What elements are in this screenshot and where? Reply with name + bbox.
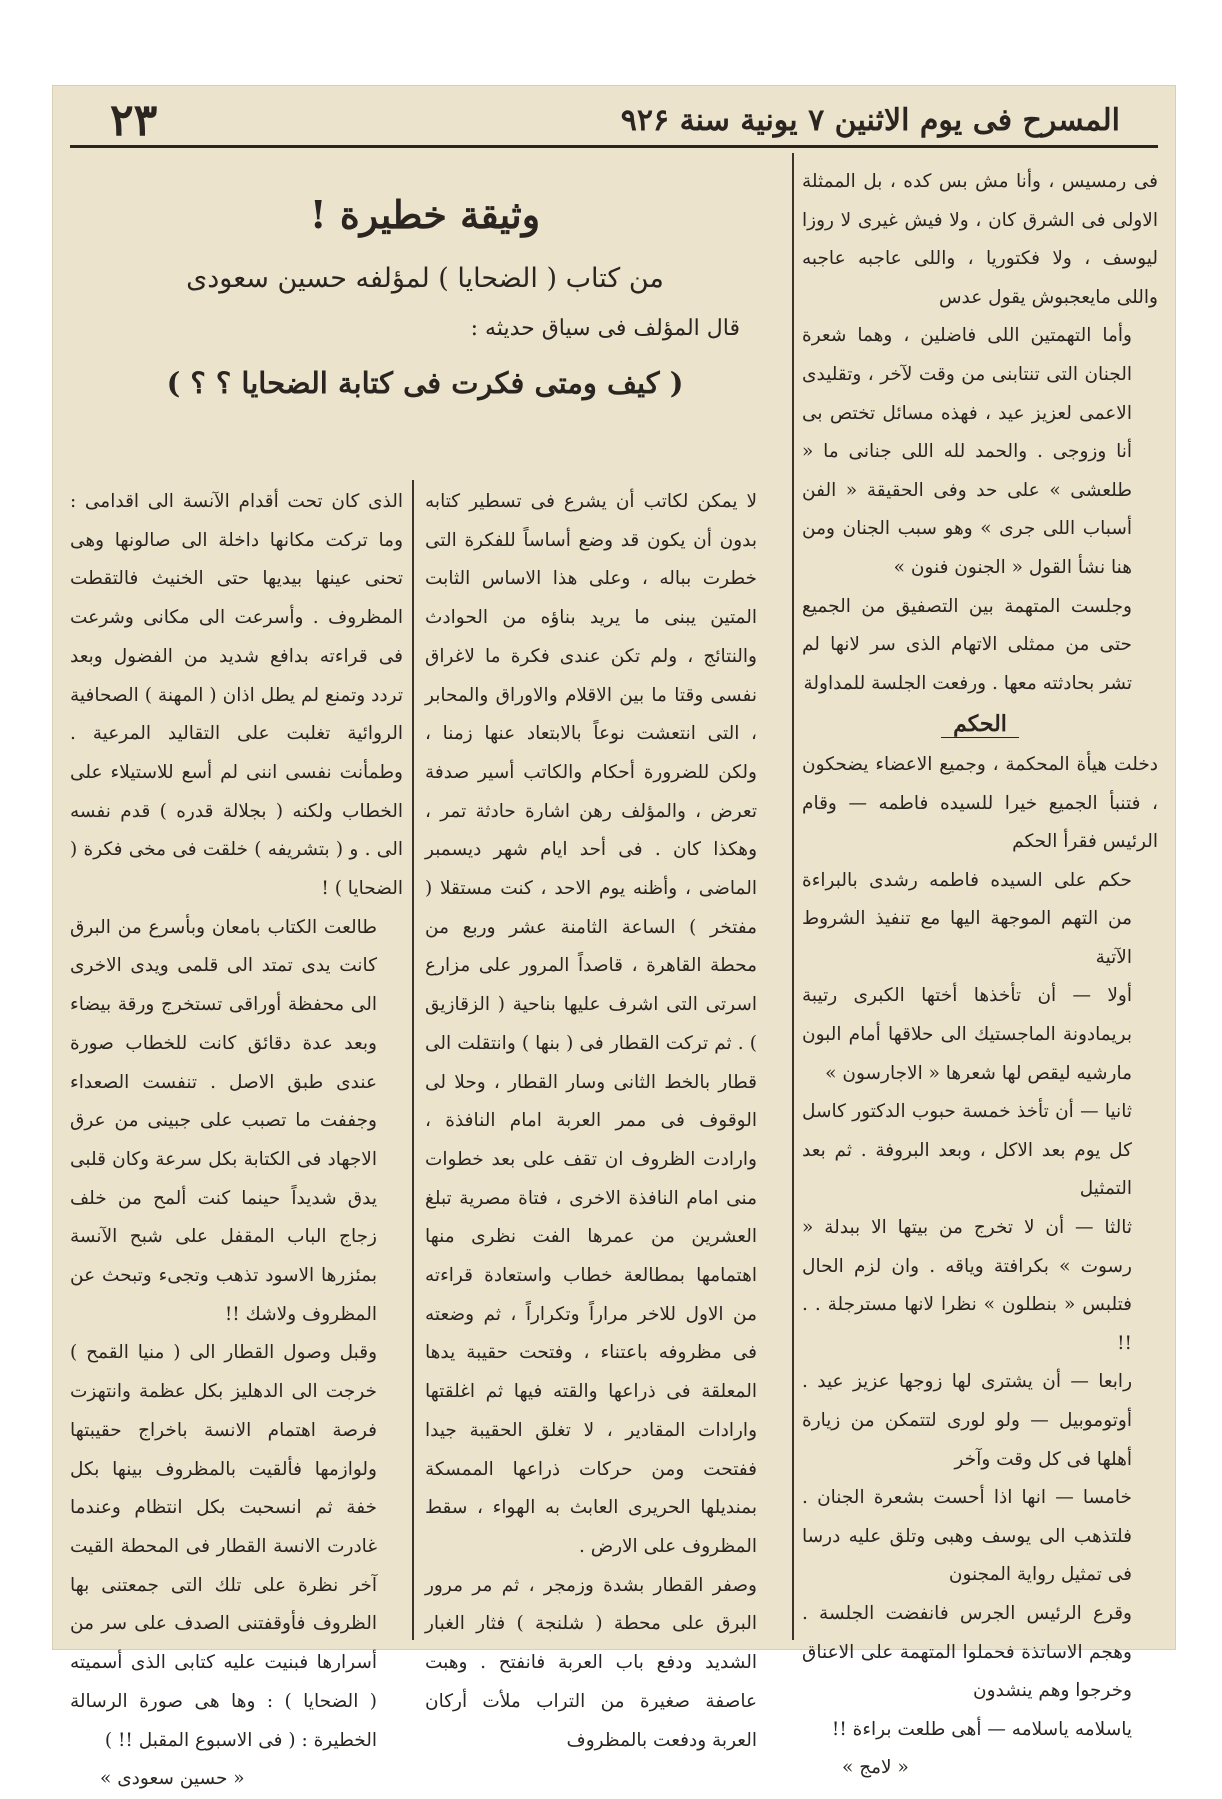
right-signature: « لامج » <box>842 1757 909 1779</box>
right-column <box>802 163 1158 1788</box>
page-header <box>70 93 1158 148</box>
verdict-heading-text: الحکم <box>941 711 1019 738</box>
article-intro: قال المؤلف فی سیاق حدیثه : <box>470 316 740 341</box>
verdict-paragraph: حکم علی السیده فاطمه رشدی بالبراءة من التهم الموجهة الیها مع تنفیذ الشروط الآتیة <box>802 869 1132 968</box>
column-rule-left <box>412 480 414 1640</box>
verdict-paragraph: ثانیا — أن تأخذ خمسة حبوب الدکتور کاسل کل یوم بعد الاکل ، وبعد البروفة . ثم بعد التمثیل <box>802 1101 1132 1200</box>
article-subhead: من کتاب ( الضحایا ) لمؤلفه حسین سعودی <box>186 263 664 294</box>
header-title: المسرح فی یوم الاثنین ۷ یونیة سنة ۹۲۶ <box>620 103 1120 138</box>
article-headline: وثیقة خطیرة ! <box>309 192 541 237</box>
newspaper-page <box>52 85 1176 1790</box>
right-paragraph: وجلست المتهمة بین التصفیق من الجمیع حتی من ممثلی الاتهام الذی سر لانها لم تشر بحادثته معها . ورفعت الجلسة للمداولة <box>802 595 1132 694</box>
middle-paragraph: لا یمکن لکاتب أن یشرع فی تسطیر کتابه بدون أن یکون قد وضع أساساً للفکرة التی خطرت بباله ، وعلی هذا الاساس الثابت المتین یبنی ما یرید بناؤه من الحوادث والنتائج ، ولم تکن عندی فکرة ما لاغراق نفسی وقتا ما بین الاقلام والاوراق والمحابر ، التی انتعشت نوعاً بالابتعاد عنها زمنا ، ولکن للضرورة أحکام والکاتب أسیر صدفة تعرض ، والمؤلف رهن اشارة حادثة تمر ، وهکذا کان . فی أحد ایام شهر دیسمبر الماضی ، وأظنه یوم الاحد ، کنت مستقلا ( مفتخر ) الساعة الثامنة عشر وربع من محطة القاهرة ، قاصداً المرور علی مزارع اسرتی التی اشرف علیها بناحیة ( الزقازیق ) . ثم ترکت القطار فی ( بنها ) وانتقلت الی قطار بالخط الثانی وسار القطار ، وحلا لی الوقوف فی ممر العربة امام النافذة ، وارادت الظروف ان تقف علی بعد خطوات منی امام النافذة الاخری ، فتاة مصریة تبلغ العشرین من عمرها الفت نظری منها اهتمامها بمطالعة خطاب واستعادة قراءته من الاول للاخر مراراً وتکراراً ، ثم وضعته فی مظروفه باعتناء ، وفتحت حقیبة یدها المعلقة فی ذراعها والقته فیها ثم اغلقتها وارادات المقادیر ، لا تغلق الحقیبة جیدا ففتحت ومن حرکات ذراعها الممسکة بمندیلها الحریری العابث به الهواء ، سقط المظروف علی الارض . <box>425 491 757 1557</box>
page-number: ۲۳ <box>110 95 158 146</box>
verdict-paragraph: أولا — أن تأخذها أختها الکبری رتیبة بریمادونة الماجستیك الی حلاقها أمام البون مارشیه لیقص لها شعرها « الاجارسون » <box>802 985 1132 1084</box>
right-paragraph: فی رمسیس ، وأنا مش بس کده ، بل الممثلة الاولی فی الشرق کان ، ولا فیش غیری لا روزا لیوسف ، ولا فکتوریا ، واللی عاجبه عاجبه واللی مایعجبوش یقول عدس <box>802 171 1158 308</box>
article-question: ( کیف ومتی فکرت فی کتابة الضحایا ؟ ؟ ) <box>166 366 684 400</box>
middle-paragraph: وصفر القطار بشدة وزمجر ، ثم مر مرور البرق علی محطة ( شلنجة ) فثار الغبار الشدید ودفع باب العربة فانفتح . وهبت عاصفة صغیرة من التراب ملأت أرکان العربة ودفعت بالمظروف <box>425 1574 757 1751</box>
right-paragraph: وأما التهمتین اللی فاضلین ، وهما شعرة الجنان التی تنتابنی من وقت لآخر ، وتقلیدی الاعمی لعزیز عید ، فهذه مسائل تختص بی أنا وزوجی . والحمد لله اللی جنانی ما « طلعشی » علی حد وفی الحقیقة « الفن أسباب اللی جری » وهو سبب الجنان ومن هنا نشأ القول « الجنون فنون » <box>802 325 1132 578</box>
left-paragraph: وقبل وصول القطار الی ( منیا القمح ) خرجت الی الدهلیز بکل عظمة وانتهزت فرصة اهتمام الانسة باخراج حقیبتها ولوازمها فألقیت بالمظروف بینها بکل خفة ثم انسحبت بکل انتظام وعندما غادرت الانسة القطار فی المحطة القیت آخر نظرة علی تلك التی جمعتنی بها الظروف فأوقفتنی الصدف علی سر من أسرارها فبنیت علیه کتابی الذی أسمیته ( الضحایا ) : وها هی صورة الرسالة الخطیرة : ( فی الاسبوع المقبل !! ) <box>70 1342 377 1751</box>
left-paragraph: طالعت الکتاب بامعان وبأسرع من البرق کانت یدی تمتد الی قلمی ویدی الاخری الی محفظة أوراقی تستخرج ورقة بیضاء وبعد عدة دقائق کانت للخطاب صورة عندی طبق الاصل . تنفست الصعداء وجففت ما تصبب علی جبینی من عرق الاجهاد فی الکتابة بکل سرعة وکان قلبی یدق شدیداً حینما کنت ألمح من خلف زجاج الباب المقفل علی شبح الآنسة بمئزرها الاسود تذهب وتجیء وتبحث عن المظروف ولاشك !! <box>70 916 377 1325</box>
article-heading <box>70 185 780 415</box>
column-rule-right <box>792 153 794 1640</box>
left-paragraph: الذی کان تحت أقدام الآنسة الی اقدامی : وما ترکت مکانها داخلة الی صالونها وهی تحنی عینها بیدیها حتی الخنیث فالتقطت المظروف . وأسرعت الی مکانی وشرعت فی قراءته بدافع شدید من الفضول وبعد تردد وتمنع لم یطل اذان ( المهنة ) الصحافیة الروائیة تغلبت علی التقالید المرعیة . وطمأنت نفسی اننی لم أسع للاستیلاء علی الخطاب ولکنه ( بجلالة قدره ) قدم نفسه الی . و ( بتشریفه ) خلقت فی مخی فکرة ( الضحایا ) ! <box>70 491 403 900</box>
verdict-paragraph: وقرع الرئیس الجرس فانفضت الجلسة . وهجم الاساتذة فحملوا المتهمة علی الاعناق وخرجوا وهم ینشدون <box>802 1602 1132 1702</box>
verdict-heading <box>802 705 1158 744</box>
verdict-paragraph: دخلت هیأة المحکمة ، وجمیع الاعضاء یضحکون ، فتنبأ الجمیع خیرا للسیده فاطمه — وقام الرئیس فقرأ الحکم <box>802 753 1158 853</box>
verdict-paragraph: خامسا — انها اذا أحست بشعرة الجنان . فلتذهب الی یوسف وهبی وتلق علیه درسا فی تمثیل روایة المجنون <box>802 1487 1132 1586</box>
verdict-paragraph: ثالثا — أن لا تخرج من بیتها الا ببدلة « رسوت » بکرافتة ویاقه . وان لزم الحال فتلبس « بنطلون » نظرا لانها مسترجلة . . !! <box>802 1217 1132 1354</box>
left-signature: « حسین سعودی » <box>100 1768 245 1790</box>
verdict-paragraph: رابعا — أن یشتری لها زوجها عزیز عید . أوتوموبیل — ولو لوری لتتمکن من زیارة أهلها فی کل وقت وآخر <box>802 1371 1132 1470</box>
verdict-paragraph: یاسلامه یاسلامه — أهی طلعت براءة !! <box>831 1718 1132 1740</box>
middle-column <box>425 483 783 1760</box>
left-column <box>70 483 403 1799</box>
